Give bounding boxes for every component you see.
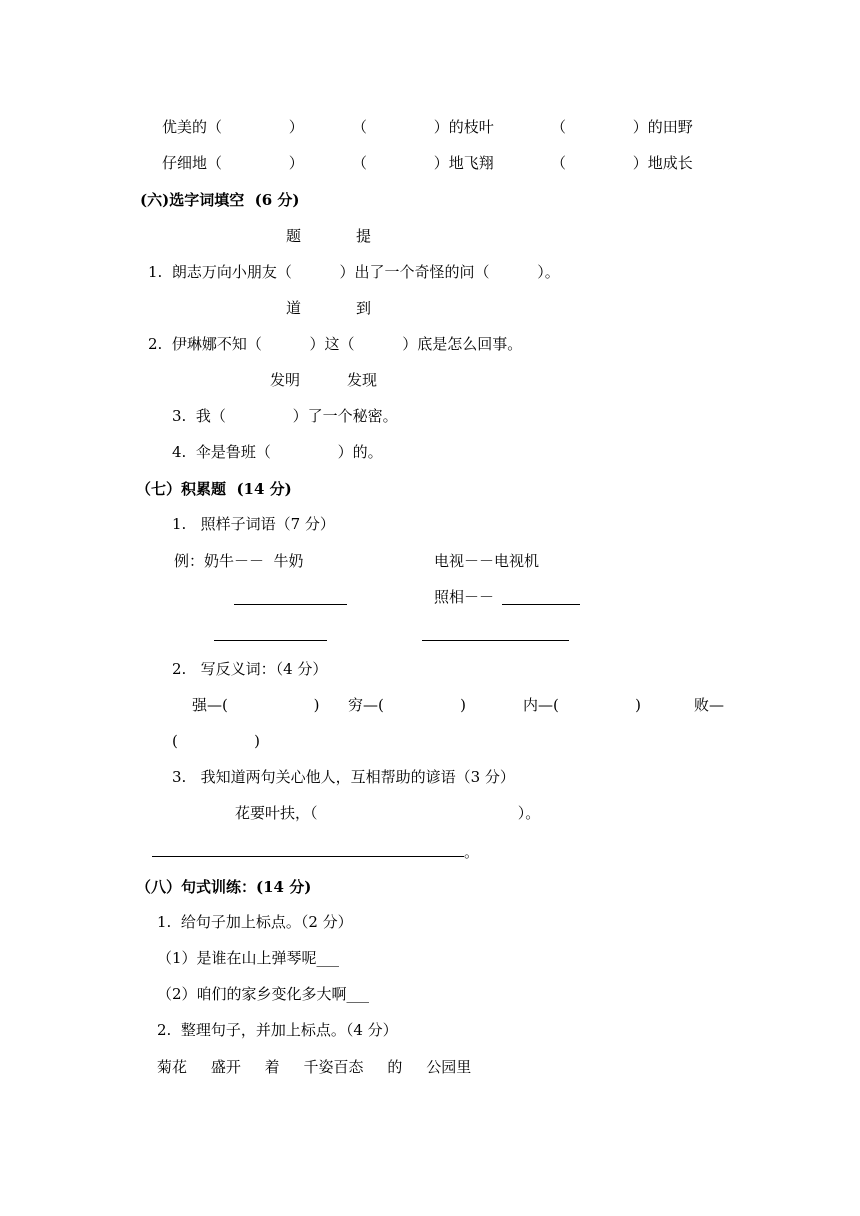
choice-word: 提 xyxy=(356,227,372,245)
fill-sentence-4: 4. 伞是鲁班（ ）的。 xyxy=(172,443,383,461)
phrase-fill-2: （ ）的枝叶 xyxy=(352,118,494,136)
section-six-heading: (六)选字词填空 (6 分) xyxy=(140,191,300,209)
example-prompt: 照相－－ xyxy=(434,588,495,606)
section-seven-heading: （七）积累题 (14 分) xyxy=(136,480,292,498)
phrase-fill-4: 仔细地（ ） xyxy=(162,154,304,172)
example-pair: 例：奶牛－－ 牛奶 xyxy=(174,552,304,570)
answer-line[interactable] xyxy=(214,640,327,641)
phrase-fill-1: 优美的（ ） xyxy=(162,118,304,136)
antonym-fill-wrap: ( ) xyxy=(172,732,260,750)
period-mark: 。 xyxy=(464,843,480,861)
section-eight-heading: （八）句式训练：(14 分) xyxy=(136,878,312,896)
antonym-fill: 强—( ) xyxy=(192,696,320,714)
phrase-fill-3: （ ）的田野 xyxy=(551,118,693,136)
phrase-fill-6: （ ）地成长 xyxy=(551,154,693,172)
antonym-fill: 败— xyxy=(694,696,725,714)
question-title: 1. 给句子加上标点。（2 分） xyxy=(157,913,353,931)
example-pair: 电视－－电视机 xyxy=(434,552,540,570)
question-title: 2. 整理句子，并加上标点。（4 分） xyxy=(157,1021,398,1039)
answer-line[interactable] xyxy=(502,604,580,605)
fill-sentence-1: 1. 朗志万向小朋友（ ）出了一个奇怪的问（ ）。 xyxy=(148,263,560,281)
punctuation-sentence: （1）是谁在山上弹琴呢___ xyxy=(157,949,340,967)
choice-word: 题 xyxy=(286,227,302,245)
word-list: 菊花 盛开 着 千姿百态 的 公园里 xyxy=(157,1058,472,1076)
choice-word: 发明 xyxy=(270,371,301,389)
phrase-fill-5: （ ）地飞翔 xyxy=(352,154,494,172)
fill-sentence-3: 3. 我（ ）了一个秘密。 xyxy=(172,407,398,425)
question-title: 1. 照样子词语（7 分） xyxy=(172,515,335,533)
punctuation-sentence: （2）咱们的家乡变化多大啊___ xyxy=(157,985,370,1003)
answer-line[interactable] xyxy=(152,856,464,857)
choice-word: 道 xyxy=(286,299,302,317)
choice-word: 到 xyxy=(356,299,372,317)
answer-line[interactable] xyxy=(422,640,569,641)
answer-line[interactable] xyxy=(234,604,347,605)
choice-word: 发现 xyxy=(347,371,378,389)
proverb-fill: 花要叶扶，（ ）。 xyxy=(235,804,541,822)
antonym-fill: 内—( ) xyxy=(523,696,641,714)
question-title: 2. 写反义词：（4 分） xyxy=(172,660,328,678)
fill-sentence-2: 2. 伊琳娜不知（ ）这（ ）底是怎么回事。 xyxy=(148,335,523,353)
antonym-fill: 穷—( ) xyxy=(348,696,466,714)
question-title: 3. 我知道两句关心他人，互相帮助的谚语（3 分） xyxy=(172,768,515,786)
